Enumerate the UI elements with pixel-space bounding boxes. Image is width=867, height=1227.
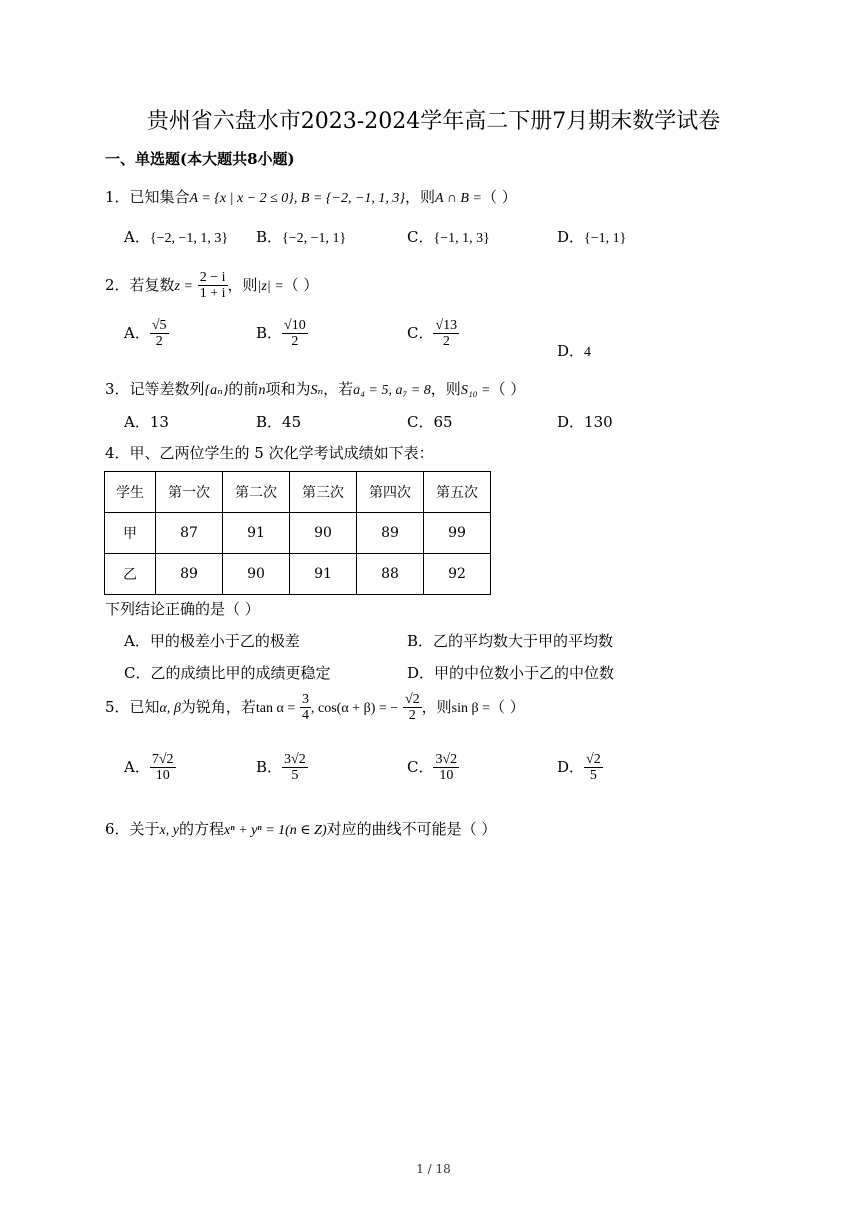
q6-equation: xⁿ + yⁿ = 1(n ∈ Z) <box>224 823 327 838</box>
table-header-row: 学生 第一次 第二次 第三次 第四次 第五次 <box>105 472 491 513</box>
question-2 <box>105 270 318 302</box>
q2-paren: （ ） <box>283 275 319 294</box>
q2-z: z = <box>174 278 193 294</box>
q1-tail: ，则 <box>405 188 436 206</box>
score-table <box>104 471 491 595</box>
q2-option-a: A． $\frac{√5}{2}$ <box>124 318 167 350</box>
q4-option-d: D．甲的中位数小于乙的中位数 <box>407 664 615 682</box>
q1-ask: A ∩ B = <box>435 191 482 206</box>
document-title: 贵州省六盘水市2023-2024学年高二下册7月期末数学试卷 <box>146 109 721 134</box>
page-number: 1 / 18 <box>416 1162 451 1176</box>
table-row: 甲 87 91 90 89 99 <box>105 513 491 554</box>
q2-ask: |z| = <box>257 278 284 294</box>
q3-option-b: B．45 <box>256 413 302 431</box>
q3-condition: a₄ = 5, a₇ = 8 <box>353 383 431 398</box>
q3-option-c: C．65 <box>407 413 453 431</box>
q2-option-c: C． $\frac{√13}{2}$ <box>407 318 458 350</box>
q3-option-a: A．13 <box>124 413 169 431</box>
question-3: 3．记等差数列{aₙ}的前n项和为Sₙ，若a₄ = 5, a₇ = 8，则S₁₀ =（ ） <box>105 380 526 398</box>
q1-sets: A = {x | x − 2 ≤ 0}, B = {−2, −1, 1, 3} <box>189 191 405 206</box>
q2-option-b: B． $\frac{√10}{2}$ <box>256 318 306 350</box>
question-4: 4．甲、乙两位学生的 5 次化学考试成绩如下表： <box>105 444 434 462</box>
q2-stem: 2．若复数 <box>105 275 175 294</box>
q1-stem: 1．已知集合 <box>105 188 190 206</box>
q5-option-d: D． $\frac{√2}{5}$ <box>557 752 601 784</box>
q1-paren: （ ） <box>481 188 517 206</box>
question-6: 6．关于x, y的方程xⁿ + yⁿ = 1(n ∈ Z)对应的曲线不可能是（ ） <box>105 820 497 838</box>
q4-option-b: B．乙的平均数大于甲的平均数 <box>407 632 614 650</box>
q2-fraction: $\frac{2 - i}{1 + i}$ <box>199 270 226 302</box>
q4-option-a: A．甲的极差小于乙的极差 <box>124 632 300 650</box>
q5-option-b: B． $\frac{3√2}{5}$ <box>256 752 306 784</box>
q3-sequence: {aₙ} <box>204 383 229 398</box>
q5-option-c: C． $\frac{3√2}{10}$ <box>407 752 458 784</box>
q3-option-d: D．130 <box>557 413 613 431</box>
table-row: 乙 89 90 91 88 92 <box>105 554 491 595</box>
q1-option-c: C．{−1, 1, 3} <box>407 228 490 246</box>
q2-option-d: D．4 <box>557 342 592 360</box>
q4-option-c: C．乙的成绩比甲的成绩更稳定 <box>124 664 331 682</box>
question-5: 5．已知α, β为锐角，若tan α = $\frac{3}{4}$ , cos(α + β) = − $\frac{√2}{2}$ ，则sin β =（ ） <box>105 692 525 724</box>
q1-option-a: A．{−2, −1, 1, 3} <box>124 228 229 246</box>
q4-prompt: 下列结论正确的是（ ） <box>105 600 260 618</box>
q1-option-d: D．{−1, 1} <box>557 228 627 246</box>
q2-tail: ，则 <box>227 275 258 294</box>
section-heading: 一、单选题(本大题共8小题) <box>105 150 295 168</box>
q5-option-a: A． $\frac{7√2}{10}$ <box>124 752 174 784</box>
question-1 <box>105 186 517 207</box>
q1-option-b: B．{−2, −1, 1} <box>256 228 347 246</box>
